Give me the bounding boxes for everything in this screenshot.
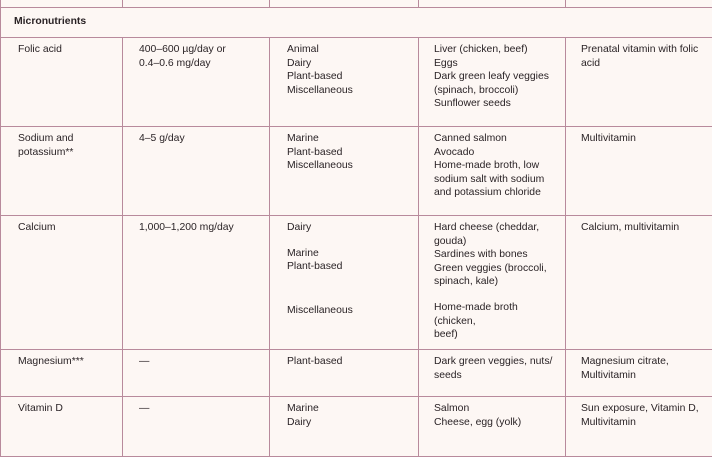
dose-text: 400–600 µg/day or: [139, 43, 263, 57]
food-item: Home-made broth, low: [434, 159, 559, 173]
food-item: Home-made broth (chicken,: [434, 301, 559, 328]
source-type: Plant-based: [287, 70, 412, 84]
table-row: [1, 350, 712, 397]
dose-text: —: [139, 355, 263, 369]
food-item: Green veggies (broccoli,: [434, 262, 559, 276]
source-type: Miscellaneous: [287, 304, 412, 318]
supplement-text: Prenatal vitamin with folic: [581, 43, 706, 57]
food-item: spinach, kale): [434, 275, 559, 289]
supplement-text: Multivitamin: [581, 369, 706, 383]
dose-cell: [123, 350, 270, 397]
food-item: Sardines with bones: [434, 248, 559, 262]
nutrient-cell: [1, 216, 123, 350]
food-item: seeds: [434, 369, 559, 383]
supplement-cell: [566, 38, 712, 127]
table-row: [1, 397, 712, 457]
source-type: Dairy: [287, 57, 412, 71]
supplement-text: Multivitamin: [581, 132, 706, 146]
food-item: gouda): [434, 235, 559, 249]
foods-cell: [419, 350, 566, 397]
food-item: beef): [434, 328, 559, 342]
dose-cell: [123, 216, 270, 350]
food-item: sodium salt with sodium: [434, 173, 559, 187]
nutrient-name: potassium**: [18, 146, 116, 160]
supplement-cell: [566, 127, 712, 216]
food-item: Cheese, egg (yolk): [434, 416, 559, 430]
source-type-cell: [270, 127, 419, 216]
nutrient-name: Folic acid: [18, 43, 116, 57]
table-row: [1, 38, 712, 127]
supplement-text: acid: [581, 57, 706, 71]
source-type-cell: [270, 38, 419, 127]
supplement-cell: [566, 350, 712, 397]
source-type: Plant-based: [287, 260, 412, 274]
supplement-cell: [566, 216, 712, 350]
source-type-cell: [270, 397, 419, 457]
source-type: Miscellaneous: [287, 159, 412, 173]
dose-text: 0.4–0.6 mg/day: [139, 57, 263, 71]
source-type: Dairy: [287, 221, 412, 235]
food-item: Avocado: [434, 146, 559, 160]
foods-cell: [419, 216, 566, 350]
foods-cell: [419, 38, 566, 127]
food-item: Eggs: [434, 57, 559, 71]
table-row: [1, 216, 712, 350]
supplement-text: Multivitamin: [581, 416, 706, 430]
food-item: Liver (chicken, beef): [434, 43, 559, 57]
dose-cell: [123, 38, 270, 127]
nutrient-cell: [1, 127, 123, 216]
supplement-cell: [566, 397, 712, 457]
supplement-text: Sun exposure, Vitamin D,: [581, 402, 706, 416]
nutrient-name: Calcium: [18, 221, 116, 235]
nutrient-cell: [1, 397, 123, 457]
nutrient-cell: [1, 350, 123, 397]
table-top-strip: [1, 0, 712, 8]
section-title: Micronutrients: [1, 8, 712, 38]
food-item: Hard cheese (cheddar,: [434, 221, 559, 235]
source-type: Plant-based: [287, 146, 412, 160]
source-type: Dairy: [287, 416, 412, 430]
food-item: Dark green leafy veggies: [434, 70, 559, 84]
food-item: Salmon: [434, 402, 559, 416]
source-type-cell: [270, 350, 419, 397]
nutrient-name: Sodium and: [18, 132, 116, 146]
source-type: Animal: [287, 43, 412, 57]
source-type: Miscellaneous: [287, 84, 412, 98]
foods-cell: [419, 397, 566, 457]
food-item: and potassium chloride: [434, 186, 559, 200]
nutrient-cell: [1, 38, 123, 127]
section-header-row: [1, 8, 712, 38]
table-row: [1, 127, 712, 216]
dose-text: 4–5 g/day: [139, 132, 263, 146]
source-type: Marine: [287, 132, 412, 146]
food-item: Sunflower seeds: [434, 97, 559, 111]
supplement-text: Calcium, multivitamin: [581, 221, 706, 235]
nutrient-name: Vitamin D: [18, 402, 116, 416]
food-item: Canned salmon: [434, 132, 559, 146]
foods-cell: [419, 127, 566, 216]
source-type: Marine: [287, 247, 412, 261]
food-item: (spinach, broccoli): [434, 84, 559, 98]
source-type: Marine: [287, 402, 412, 416]
source-type-cell: [270, 216, 419, 350]
dose-text: —: [139, 402, 263, 416]
source-type: Plant-based: [287, 355, 412, 369]
food-item: Dark green veggies, nuts/: [434, 355, 559, 369]
dose-text: 1,000–1,200 mg/day: [139, 221, 263, 235]
supplement-text: Magnesium citrate,: [581, 355, 706, 369]
dose-cell: [123, 397, 270, 457]
dose-cell: [123, 127, 270, 216]
nutrient-name: Magnesium***: [18, 355, 116, 369]
